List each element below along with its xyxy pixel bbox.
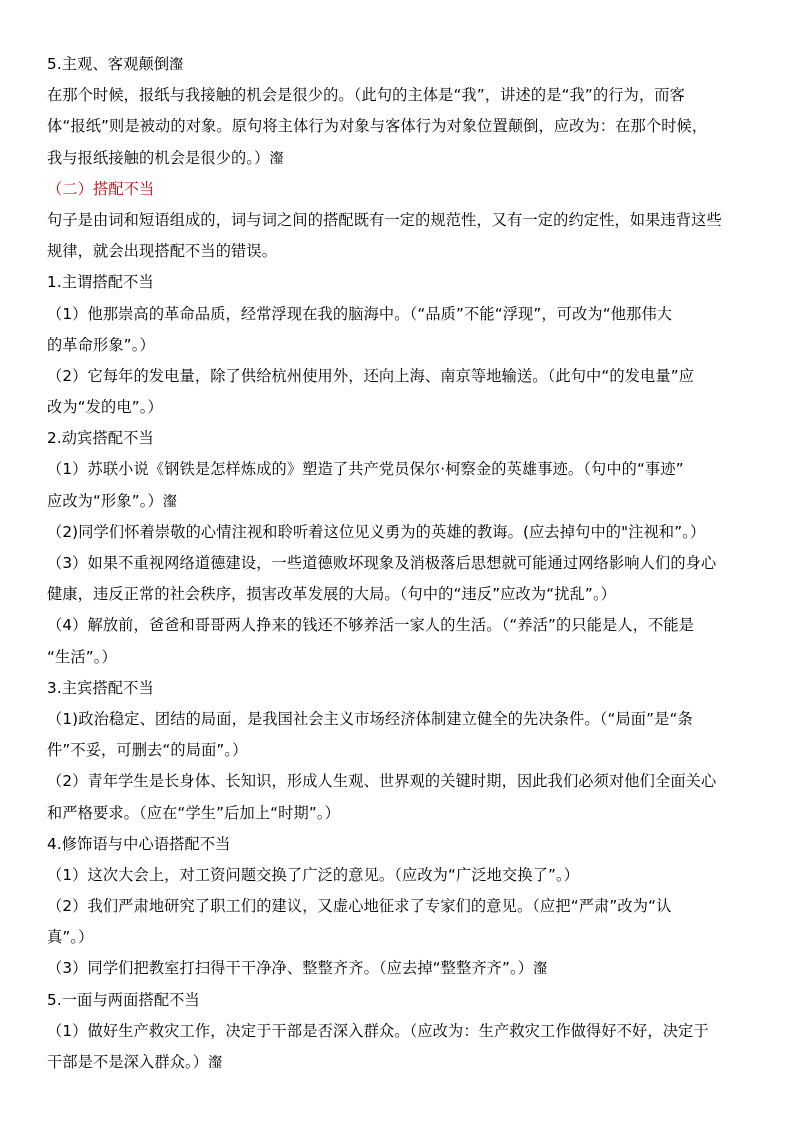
subheading-verb-object: 2.动宾搭配不当 bbox=[47, 429, 154, 448]
example-line: （1）这次大会上，对工资问题交换了广泛的意见。（应改为“广泛地交换了”。） bbox=[47, 865, 580, 884]
stray-glyph: 瀣 bbox=[269, 150, 284, 167]
example-line: （2)同学们怀着崇敬的心情注视和聆听着这位见义勇为的英雄的教诲。(应去掉句中的"注视和”。） bbox=[47, 522, 706, 541]
section-heading-collocation: （二）搭配不当 bbox=[47, 179, 155, 198]
paragraph-line: 规律，就会出现搭配不当的错误。 bbox=[47, 242, 278, 261]
example-line: （2）青年学生是长身体、长知识，形成人生观、世界观的关键时期，因此我们必须对他们全面关心 bbox=[47, 772, 717, 791]
example-line: （4）解放前，爸爸和哥哥两人挣来的钱还不够养活一家人的生活。（“养活”的只能是人，不能是 bbox=[47, 616, 695, 635]
example-line: （1)政治稳定、团结的局面，是我国社会主义市场经济体制建立健全的先决条件。（“局面”是“条 bbox=[47, 709, 693, 728]
example-line: 改为“发的电”。） bbox=[47, 398, 163, 417]
paragraph-line: 我与报纸接触的机会是很少的。）瀣 bbox=[47, 148, 284, 167]
subheading-one-two-sided: 5.一面与两面搭配不当 bbox=[47, 990, 200, 1009]
example-line: （2）它每年的发电量，除了供给杭州使用外，还向上海、南京等地输送。（此句中“的发电量”应 bbox=[47, 366, 695, 385]
subheading-subject-predicate: 1.主谓搭配不当 bbox=[47, 273, 154, 292]
subheading-modifier-head: 4.修饰语与中心语搭配不当 bbox=[47, 834, 231, 853]
paragraph-line: 句子是由词和短语组成的，词与词之间的搭配既有一定的规范性，又有一定的约定性，如果违背这些 bbox=[47, 210, 722, 229]
stray-glyph: 瀣 bbox=[169, 57, 184, 73]
stray-glyph: 瀣 bbox=[208, 1055, 223, 1071]
example-line: （2）我们严肃地研究了职工们的建议，又虚心地征求了专家们的意见。（应把“严肃”改为“认 bbox=[47, 897, 672, 916]
stray-glyph: 瀣 bbox=[162, 493, 177, 510]
example-line: “生活”。） bbox=[47, 647, 117, 666]
example-line: （1）做好生产救灾工作，决定于干部是否深入群众。（应改为：生产救灾工作做得好不好，决定于 bbox=[47, 1021, 709, 1040]
paragraph-line: 体“报纸”则是被动的对象。原句将主体行为对象与客体行为对象位置颠倒，应改为：在那个时候， bbox=[47, 117, 708, 136]
example-line: （3）同学们把教室打扫得干干净净、整整齐齐。（应去掉“整整齐齐”。）瀣 bbox=[47, 959, 548, 978]
example-line: 干部是不是深入群众。）瀣 bbox=[47, 1053, 223, 1071]
paragraph-line: 在那个时候，报纸与我接触的机会是很少的。（此句的主体是“我”，讲述的是“我”的行为，而客 bbox=[47, 86, 685, 105]
example-line: 和严格要求。（应在“学生”后加上“时期”。） bbox=[47, 803, 340, 822]
example-line: 的革命形象”。） bbox=[47, 335, 155, 354]
example-line: （1）他那崇高的革命品质，经常浮现在我的脑海中。（“品质”不能“浮现”，可改为“他那伟大 bbox=[47, 304, 673, 323]
stray-glyph: 瀣 bbox=[533, 961, 548, 978]
example-line: 真”。） bbox=[47, 928, 94, 947]
example-line: 健康，违反正常的社会秩序，损害改革发展的大局。（句中的“违反”应改为“扰乱”。） bbox=[47, 585, 617, 604]
heading-subject-object-inversion: 5.主观、客观颠倒瀣 bbox=[47, 55, 184, 73]
example-line: 应改为“形象”。）瀣 bbox=[47, 491, 177, 510]
document-page bbox=[47, 49, 767, 1078]
example-line: （3）如果不重视网络道德建设，一些道德败坏现象及消极落后思想就可能通过网络影响人们的身心 bbox=[47, 554, 717, 572]
subheading-subject-object: 3.主宾搭配不当 bbox=[47, 678, 154, 697]
example-line: （1）苏联小说《钢铁是怎样炼成的》塑造了共产党员保尔·柯察金的英雄事迹。（句中的“事迹” bbox=[47, 460, 684, 479]
example-line: 件”不妥，可删去“的局面”。） bbox=[47, 741, 248, 760]
